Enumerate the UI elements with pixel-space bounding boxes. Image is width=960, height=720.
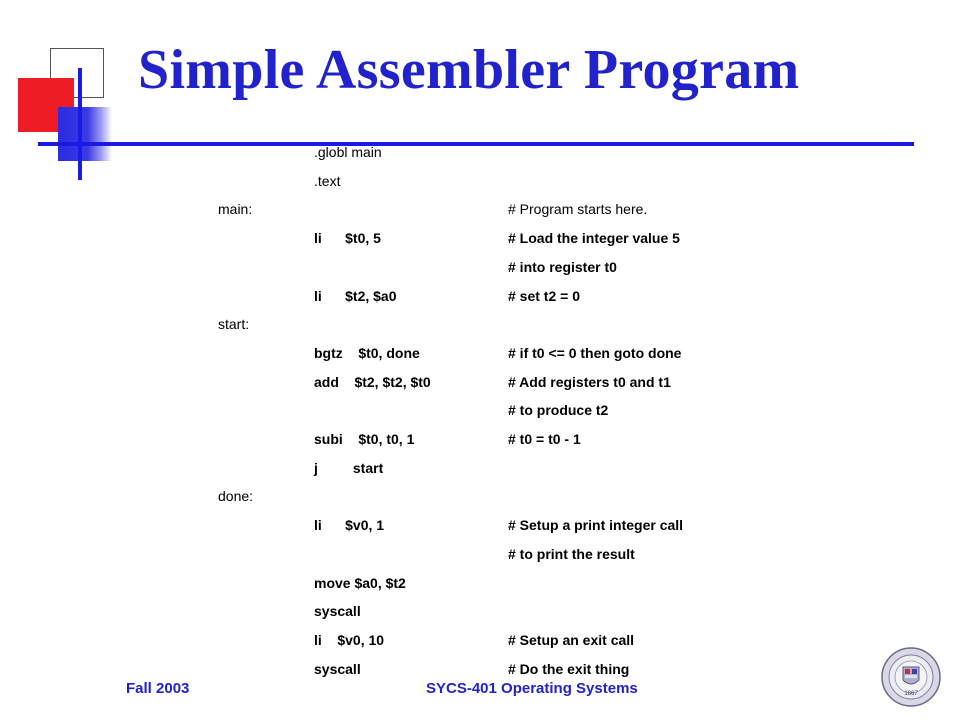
code-line-code: .text [314,173,341,189]
slide-title: Simple Assembler Program [138,39,800,101]
vertical-rule [78,68,82,180]
code-line-code: .globl main [314,144,382,160]
code-line-code: bgtz $t0, done [314,345,420,361]
code-line-comment: # to produce t2 [508,402,609,418]
university-seal-icon [881,647,941,707]
code-line-code: j start [314,460,384,476]
code-line-comment: # Program starts here. [508,201,648,217]
code-line-comment: # Setup an exit call [508,632,635,648]
code-line-code: add $t2, $t2, $t0 [314,374,431,390]
code-line-code: li $t2, $a0 [314,288,397,304]
code-line-code: move $a0, $t2 [314,575,406,591]
code-line-code: li $v0, 1 [314,517,385,533]
seal-year: 1867 [904,691,918,697]
code-line-code: syscall [314,661,361,677]
title-underline-rule [38,142,914,146]
code-line-comment: # into register t0 [508,259,617,275]
code-line-code: li $t0, 5 [314,230,381,246]
code-line-comment: # Load the integer value 5 [508,230,680,246]
code-line-code: subi $t0, t0, 1 [314,431,415,447]
code-line-label: done: [218,488,254,504]
code-line-code: li $v0, 10 [314,632,385,648]
code-line-comment: # Do the exit thing [508,661,630,677]
code-line-label: start: [218,316,250,332]
code-line-comment: # to print the result [508,546,635,562]
footer-term: Fall 2003 [126,680,190,697]
code-line-comment: # t0 = t0 - 1 [508,431,581,447]
blue-square-decoration [58,107,112,161]
code-line-comment: # Add registers t0 and t1 [508,374,671,390]
code-line-code: syscall [314,603,361,619]
code-line-comment: # if t0 <= 0 then goto done [508,345,682,361]
code-line-comment: # Setup a print integer call [508,517,684,533]
code-line-label: main: [218,201,253,217]
footer-course: SYCS-401 Operating Systems [426,680,638,697]
code-line-comment: # set t2 = 0 [508,288,580,304]
